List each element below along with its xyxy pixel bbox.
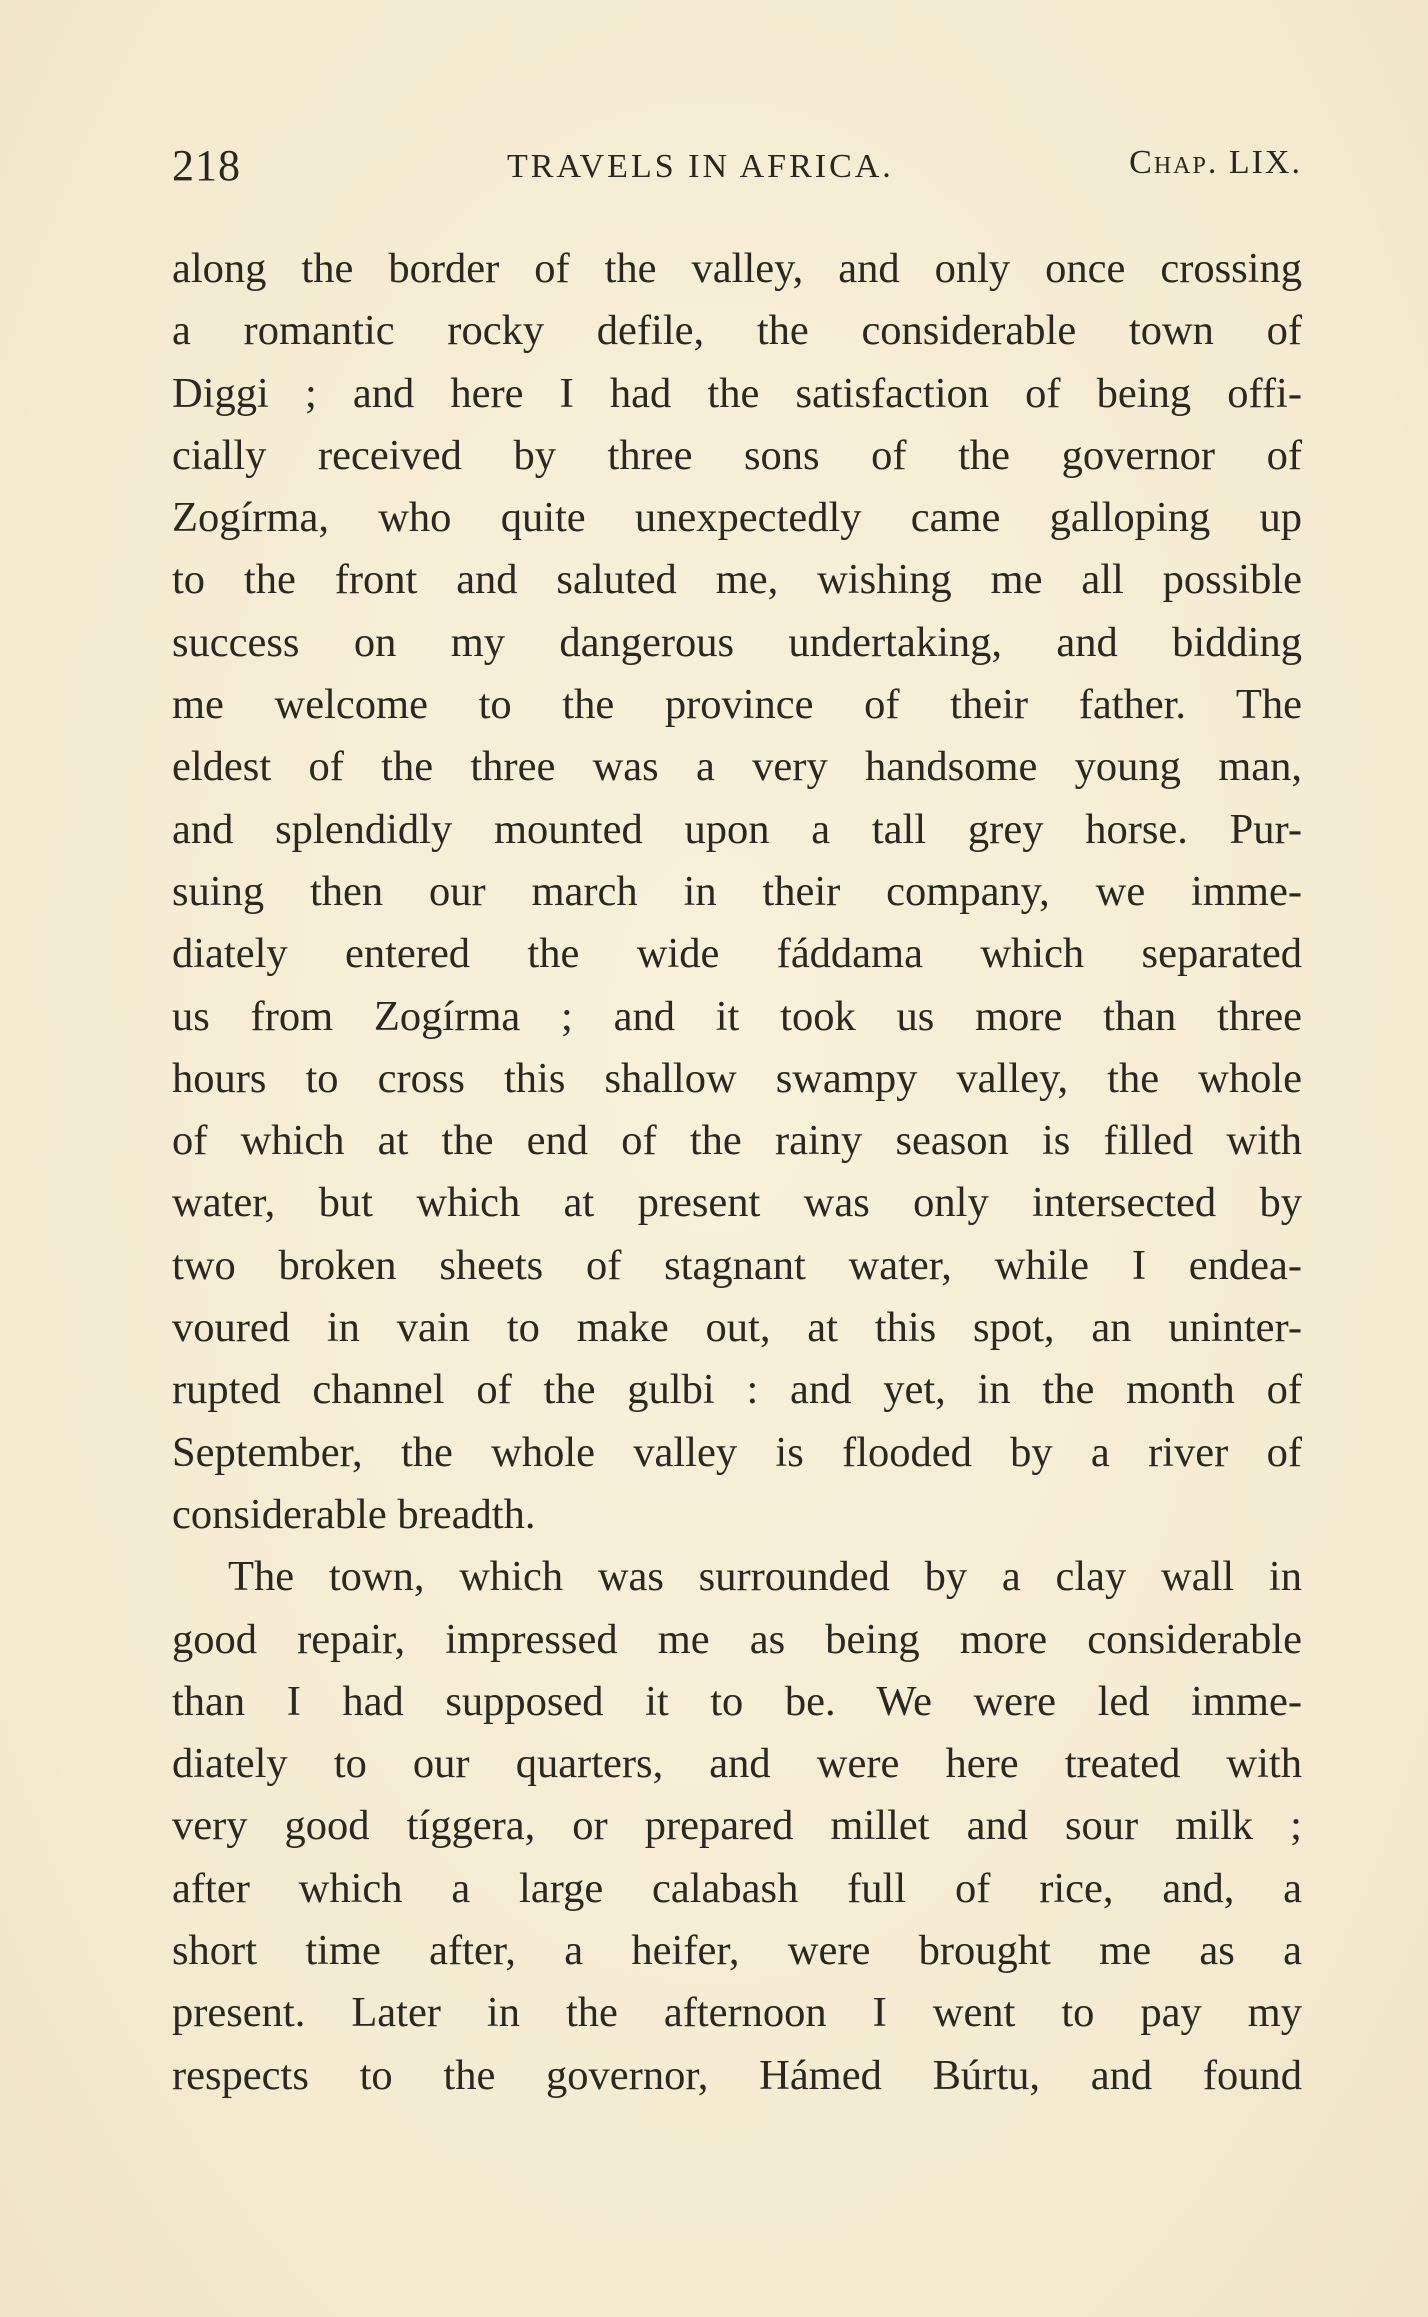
text-line: short time after, a heifer, were brought me as a bbox=[172, 1927, 1302, 1975]
text-line: September, the whole valley is flooded by a river of bbox=[172, 1428, 1302, 1476]
page-number: 218 bbox=[172, 141, 241, 190]
text-line: good repair, impressed me as being more considerable bbox=[172, 1615, 1302, 1663]
text-line: very good tíggera, or prepared millet and sour milk ; bbox=[172, 1802, 1302, 1850]
running-title: TRAVELS IN AFRICA. bbox=[507, 148, 894, 185]
text-line: respects to the governor, Hámed Búrtu, and found bbox=[172, 2051, 1302, 2099]
body-text bbox=[172, 238, 1302, 2107]
text-line: two broken sheets of stagnant water, while I endea- bbox=[172, 1241, 1302, 1289]
text-line-paragraph-end: considerable breadth. bbox=[172, 1490, 536, 1538]
text-line: than I had supposed it to be. We were led imme- bbox=[172, 1677, 1302, 1725]
text-line: of which at the end of the rainy season is filled with bbox=[172, 1117, 1302, 1165]
text-line: cially received by three sons of the governor of bbox=[172, 431, 1302, 479]
text-line: diately to our quarters, and were here treated with bbox=[172, 1740, 1302, 1788]
text-line: present. Later in the afternoon I went to pay my bbox=[172, 1989, 1302, 2037]
text-line: Zogírma, who quite unexpectedly came galloping up bbox=[172, 494, 1302, 542]
text-line: voured in vain to make out, at this spot, an uninter- bbox=[172, 1304, 1302, 1352]
text-line: along the border of the valley, and only once crossing bbox=[172, 245, 1302, 292]
text-line: eldest of the three was a very handsome young man, bbox=[172, 743, 1302, 791]
running-header bbox=[172, 140, 1302, 200]
text-line: us from Zogírma ; and it took us more than three bbox=[172, 992, 1302, 1040]
text-line: success on my dangerous undertaking, and bidding bbox=[172, 618, 1302, 666]
text-line: and splendidly mounted upon a tall grey horse. Pur- bbox=[172, 805, 1302, 853]
text-line: rupted channel of the gulbi : and yet, in the month of bbox=[172, 1366, 1302, 1414]
text-line-paragraph-start: The town, which was surrounded by a clay wall in bbox=[228, 1553, 1302, 1601]
text-line: Diggi ; and here I had the satisfaction of being offi- bbox=[172, 369, 1302, 417]
text-line: diately entered the wide fáddama which separated bbox=[172, 930, 1302, 978]
chapter-label: Chap. LIX. bbox=[1129, 144, 1302, 181]
text-line: after which a large calabash full of rice, and, a bbox=[172, 1864, 1302, 1912]
text-line: water, but which at present was only intersected by bbox=[172, 1179, 1302, 1227]
text-line: to the front and saluted me, wishing me all possible bbox=[172, 556, 1302, 604]
text-line: suing then our march in their company, we imme- bbox=[172, 867, 1302, 915]
text-line: a romantic rocky defile, the considerable town of bbox=[172, 307, 1302, 355]
text-line: me welcome to the province of their father. The bbox=[172, 681, 1302, 729]
text-line: hours to cross this shallow swampy valley, the whole bbox=[172, 1054, 1302, 1102]
